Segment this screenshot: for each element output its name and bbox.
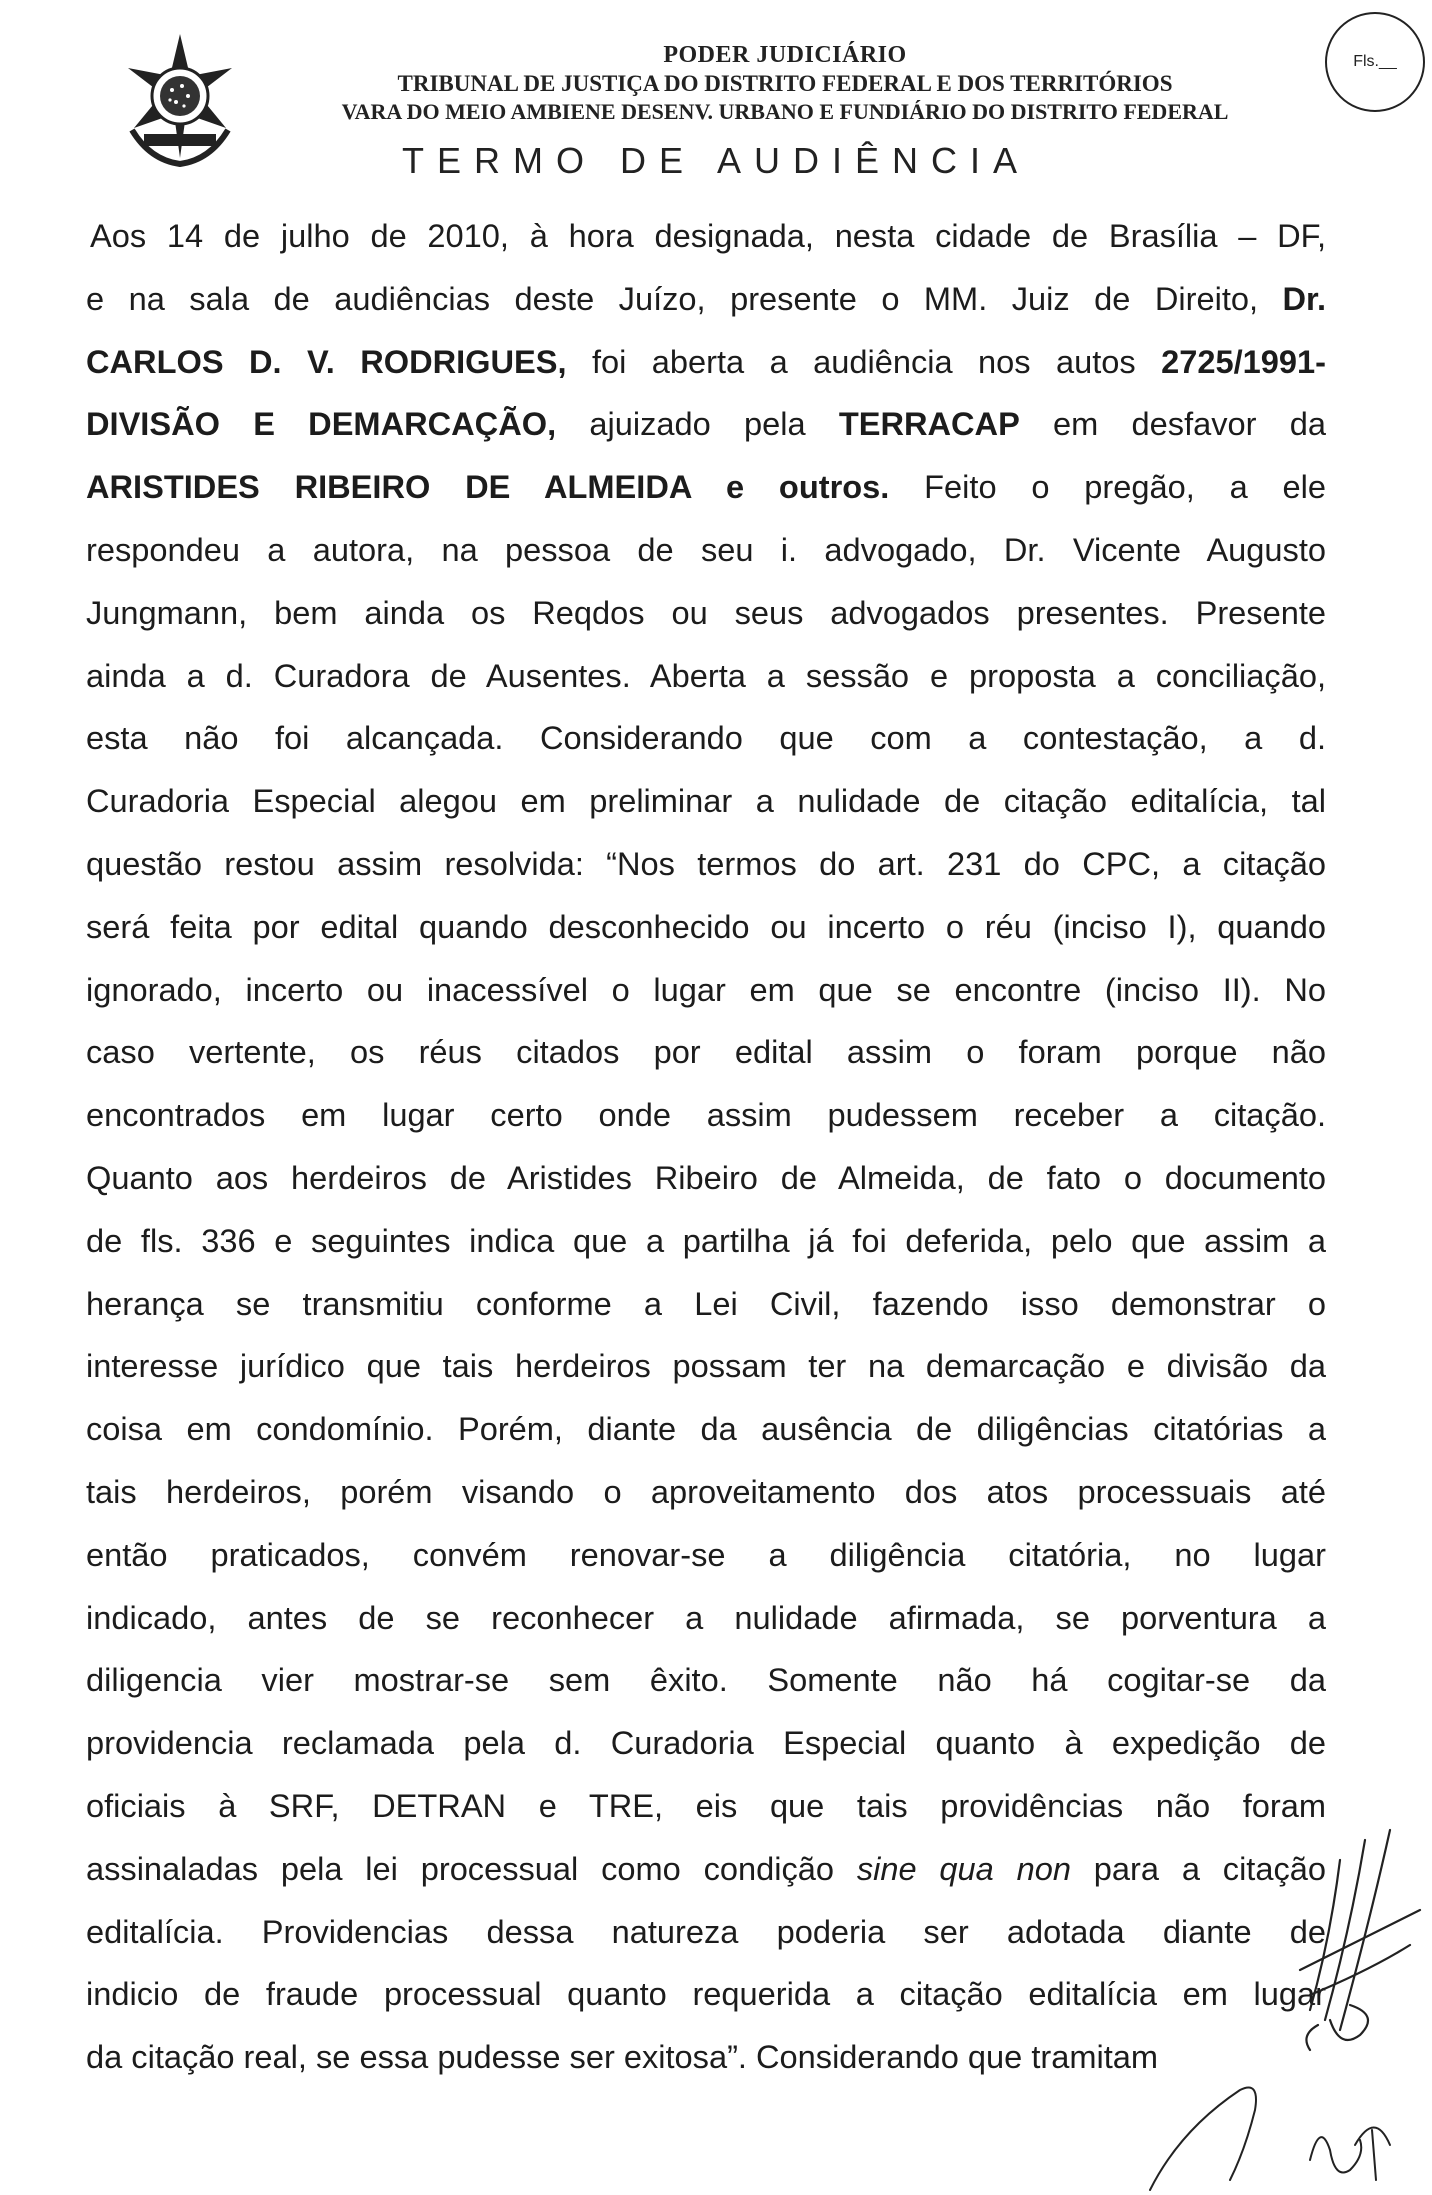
handwritten-rubric — [1110, 2050, 1430, 2195]
text-segment: então praticados, convém renovar-se a diligência citatória, no lugar — [86, 1535, 1326, 1573]
text-segment: encontrados em lugar certo onde assim pudessem receber a citação. — [86, 1096, 1326, 1134]
text-line — [86, 1775, 1326, 1838]
text-segment: interesse jurídico que tais herdeiros possam ter na demarcação e divisão da — [86, 1347, 1326, 1385]
document-title: TERMO DE AUDIÊNCIA — [401, 140, 1031, 181]
text-line — [86, 1712, 1326, 1775]
text-line — [86, 1649, 1326, 1712]
text-segment: herança se transmitiu conforme a Lei Civil, fazendo isso demonstrar o — [86, 1284, 1326, 1322]
text-segment: diligencia vier mostrar-se sem êxito. Somente não há cogitar-se da — [86, 1661, 1326, 1699]
text-segment: foi aberta a audiência nos autos — [566, 342, 1162, 380]
bold-text: DIVISÃO E DEMARCAÇÃO, — [86, 405, 557, 443]
bold-text: TERRACAP — [838, 405, 1020, 443]
text-segment: de fls. 336 e seguintes indica que a partilha já foi deferida, pelo que assim a — [86, 1221, 1326, 1259]
text-line — [86, 268, 1326, 331]
text-segment: caso vertente, os réus citados por edital assim o foram porque não — [86, 1033, 1326, 1071]
page-number-stamp — [1325, 12, 1425, 112]
text-segment: tais herdeiros, porém visando o aproveitamento dos atos processuais até — [86, 1472, 1326, 1510]
text-line — [86, 1524, 1326, 1587]
text-line — [86, 1838, 1326, 1901]
text-line — [86, 1084, 1326, 1147]
stamp-label: Fls.__ — [1353, 53, 1397, 70]
bold-text: Dr. — [1282, 279, 1326, 317]
text-segment: indicio de fraude processual quanto requerida a citação editalícia em lugar — [86, 1975, 1326, 2013]
text-segment: assinaladas pela lei processual como condição — [86, 1849, 857, 1887]
text-segment: respondeu a autora, na pessoa de seu i. advogado, Dr. Vicente Augusto — [86, 530, 1326, 568]
italic-text: sine qua non — [856, 1849, 1071, 1887]
text-segment: editalícia. Providencias dessa natureza poderia ser adotada diante de — [86, 1912, 1326, 1950]
text-line — [86, 1587, 1326, 1650]
text-line — [86, 1963, 1326, 2026]
document-body — [86, 205, 1326, 2089]
text-line — [86, 456, 1326, 519]
text-line — [86, 582, 1326, 645]
text-segment: para a citação — [1070, 1849, 1326, 1887]
text-line — [86, 1901, 1326, 1964]
text-line — [86, 1461, 1326, 1524]
text-segment: indicado, antes de se reconhecer a nulidade afirmada, se porventura a — [86, 1598, 1326, 1636]
text-segment: da citação real, se essa pudesse ser exitosa”. Considerando que tramitam — [86, 2038, 1159, 2076]
text-line — [86, 1398, 1326, 1461]
text-line — [86, 331, 1326, 394]
letterhead-text — [260, 40, 1310, 126]
handwritten-signature — [1270, 1820, 1432, 2060]
text-line — [86, 1210, 1326, 1273]
text-line — [86, 707, 1326, 770]
text-line — [86, 1335, 1326, 1398]
text-line — [86, 393, 1326, 456]
text-segment: coisa em condomínio. Porém, diante da ausência de diligências citatórias a — [86, 1410, 1326, 1448]
text-line — [86, 959, 1326, 1022]
bold-text: 2725/1991- — [1161, 342, 1326, 380]
text-segment: esta não foi alcançada. Considerando que com a contestação, a d. — [86, 719, 1326, 757]
text-segment: em desfavor da — [1019, 405, 1326, 443]
text-segment: Feito o pregão, a ele — [889, 468, 1326, 506]
text-line — [86, 1147, 1326, 1210]
text-segment: Quanto aos herdeiros de Aristides Ribeiro de Almeida, de fato o documento — [86, 1158, 1326, 1196]
text-line — [86, 205, 1326, 268]
bold-text: ARISTIDES RIBEIRO DE ALMEIDA e outros. — [86, 468, 890, 506]
text-segment: e na sala de audiências deste Juízo, presente o MM. Juiz de Direito, — [86, 279, 1283, 317]
text-segment: questão restou assim resolvida: “Nos termos do art. 231 do CPC, a citação — [86, 844, 1326, 882]
text-line — [86, 770, 1326, 833]
text-line — [86, 645, 1326, 708]
text-segment: Curadoria Especial alegou em preliminar a nulidade de citação editalícia, tal — [86, 782, 1326, 820]
text-line — [86, 519, 1326, 582]
text-segment: Aos 14 de julho de 2010, à hora designada, nesta cidade de Brasília – DF, — [90, 217, 1326, 254]
text-line — [86, 1021, 1326, 1084]
text-segment: ainda a d. Curadora de Ausentes. Aberta a sessão e proposta a conciliação, — [86, 656, 1326, 694]
bold-text: CARLOS D. V. RODRIGUES, — [86, 342, 567, 380]
header-line-2: TRIBUNAL DE JUSTIÇA DO DISTRITO FEDERAL E DOS TERRITÓRIOS — [397, 71, 1173, 96]
header-line-1: PODER JUDICIÁRIO — [663, 42, 907, 68]
text-segment: ignorado, incerto ou inacessível o lugar em que se encontre (inciso II). No — [86, 970, 1326, 1008]
text-segment: será feita por edital quando desconhecido ou incerto o réu (inciso I), quando — [86, 907, 1326, 945]
text-segment: oficiais à SRF, DETRAN e TRE, eis que tais providências não foram — [86, 1786, 1326, 1824]
header-line-3: VARA DO MEIO AMBIENE DESENV. URBANO E FUNDIÁRIO DO DISTRITO FEDERAL — [341, 99, 1229, 124]
text-segment: ajuizado pela — [556, 405, 839, 443]
text-line — [86, 833, 1326, 896]
text-line — [86, 1273, 1326, 1336]
text-segment: Jungmann, bem ainda os Reqdos ou seus advogados presentes. Presente — [86, 593, 1326, 631]
text-segment: providencia reclamada pela d. Curadoria Especial quanto à expedição de — [86, 1724, 1326, 1762]
text-line — [86, 896, 1326, 959]
